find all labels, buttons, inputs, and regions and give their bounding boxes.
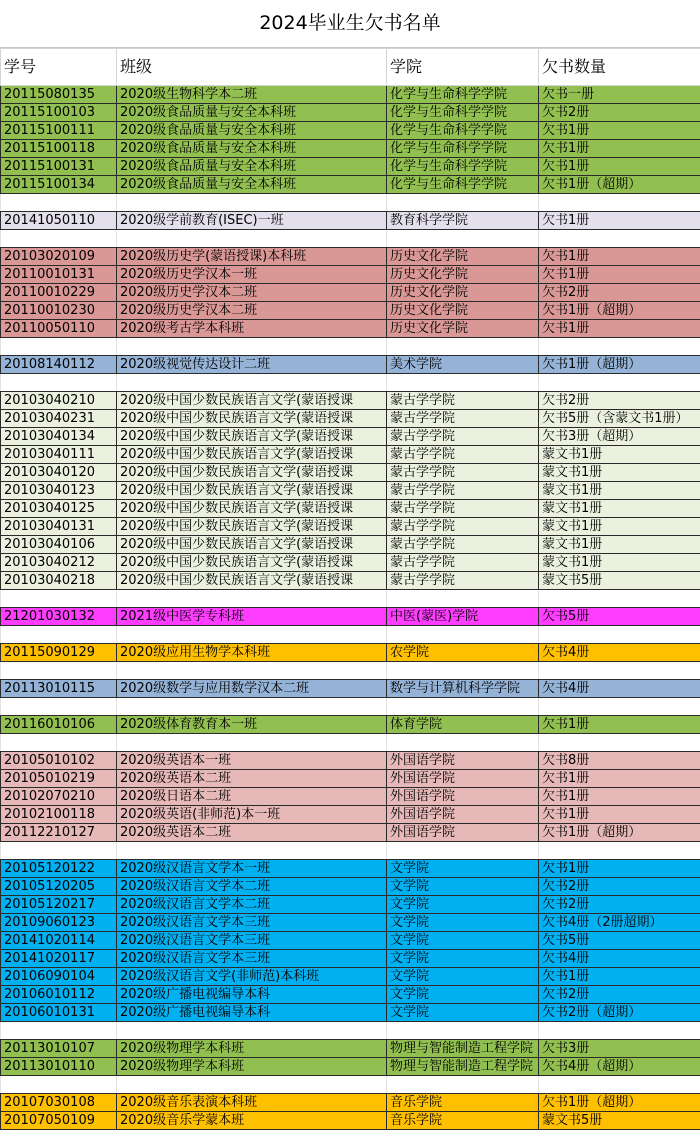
table-row [1,554,700,572]
cell-student-id[interactable]: 20103040111 [1,446,117,464]
group-separator-row [1,194,700,212]
cell-class[interactable]: 2020级中国少数民族语言文学(蒙语授课 [117,500,387,518]
cell-class[interactable]: 2020级体育教育本一班 [117,716,387,734]
cell-book-count[interactable]: 欠书1册（超期） [539,302,700,320]
table-row [1,932,700,950]
cell-book-count[interactable]: 欠书1册 [539,248,700,266]
cell-book-count[interactable]: 欠书2册 [539,104,700,122]
empty-cell[interactable] [1,230,117,248]
cell-class[interactable]: 2020级中国少数民族语言文学(蒙语授课 [117,554,387,572]
empty-cell[interactable] [539,626,700,644]
cell-book-count[interactable]: 欠书2册 [539,878,700,896]
cell-class[interactable]: 2020级食品质量与安全本科班 [117,140,387,158]
cell-student-id[interactable]: 20105120217 [1,896,117,914]
cell-college[interactable]: 美术学院 [387,356,539,374]
cell-student-id[interactable]: 20107050109 [1,1112,117,1130]
empty-cell[interactable] [1,1076,117,1094]
table-row [1,1040,700,1058]
cell-student-id[interactable]: 20113010110 [1,1058,117,1076]
cell-class[interactable]: 2020级考古学本科班 [117,320,387,338]
cell-book-count[interactable]: 欠书1册（超期） [539,1094,700,1112]
cell-college[interactable]: 化学与生命科学学院 [387,104,539,122]
cell-student-id[interactable]: 20141050110 [1,212,117,230]
cell-college[interactable]: 历史文化学院 [387,248,539,266]
table-row [1,356,700,374]
cell-college[interactable]: 历史文化学院 [387,284,539,302]
cell-book-count[interactable]: 欠书1册 [539,140,700,158]
cell-college[interactable]: 蒙古学学院 [387,518,539,536]
cell-college[interactable]: 蒙古学学院 [387,410,539,428]
cell-book-count[interactable]: 欠书1册 [539,770,700,788]
cell-class[interactable]: 2020级中国少数民族语言文学(蒙语授课 [117,518,387,536]
cell-class[interactable]: 2020级汉语言文学本二班 [117,878,387,896]
table-row [1,860,700,878]
cell-book-count[interactable]: 欠书4册 [539,644,700,662]
cell-student-id[interactable]: 20110010131 [1,266,117,284]
group-separator-row [1,590,700,608]
table-row [1,788,700,806]
table-row [1,680,700,698]
cell-class[interactable]: 2020级中国少数民族语言文学(蒙语授课 [117,482,387,500]
empty-cell[interactable] [117,734,387,752]
empty-cell[interactable] [539,590,700,608]
cell-student-id[interactable]: 20103040106 [1,536,117,554]
cell-class[interactable]: 2020级汉语言文学(非师范)本科班 [117,968,387,986]
cell-student-id[interactable]: 20115100111 [1,122,117,140]
header-class[interactable]: 班级 [117,49,387,86]
cell-student-id[interactable]: 20106010131 [1,1004,117,1022]
group-separator-row [1,338,700,356]
cell-book-count[interactable]: 蒙文书5册 [539,1112,700,1130]
empty-cell[interactable] [387,338,539,356]
empty-cell[interactable] [117,194,387,212]
cell-book-count[interactable]: 欠书2册（超期） [539,1004,700,1022]
cell-book-count[interactable]: 欠书4册 [539,950,700,968]
group-separator-row [1,230,700,248]
cell-college[interactable]: 外国语学院 [387,788,539,806]
cell-class[interactable]: 2020级日语本二班 [117,788,387,806]
cell-college[interactable]: 外国语学院 [387,752,539,770]
cell-class[interactable]: 2020级学前教育(ISEC)一班 [117,212,387,230]
cell-student-id[interactable]: 20105010219 [1,770,117,788]
empty-cell[interactable] [117,698,387,716]
cell-class[interactable]: 2020级历史学(蒙语授课)本科班 [117,248,387,266]
cell-student-id[interactable]: 20103040120 [1,464,117,482]
empty-cell[interactable] [539,662,700,680]
empty-cell[interactable] [1,662,117,680]
table-row [1,950,700,968]
cell-college[interactable]: 文学院 [387,932,539,950]
group-separator-row [1,1022,700,1040]
cell-college[interactable]: 蒙古学学院 [387,446,539,464]
cell-book-count[interactable]: 蒙文书1册 [539,464,700,482]
cell-class[interactable]: 2020级广播电视编导本科 [117,1004,387,1022]
cell-book-count[interactable]: 欠书1册 [539,968,700,986]
empty-cell[interactable] [117,1022,387,1040]
cell-class[interactable]: 2020级中国少数民族语言文学(蒙语授课 [117,536,387,554]
cell-book-count[interactable]: 欠书1册 [539,266,700,284]
cell-class[interactable]: 2020级音乐学蒙本班 [117,1112,387,1130]
empty-cell[interactable] [387,842,539,860]
table-row [1,968,700,986]
empty-cell[interactable] [117,338,387,356]
table-row [1,1094,700,1112]
table-row [1,248,700,266]
cell-college[interactable]: 历史文化学院 [387,266,539,284]
cell-book-count[interactable]: 欠书2册 [539,392,700,410]
cell-class[interactable]: 2020级物理学本科班 [117,1040,387,1058]
cell-class[interactable]: 2020级物理学本科班 [117,1058,387,1076]
cell-class[interactable]: 2020级食品质量与安全本科班 [117,176,387,194]
cell-book-count[interactable]: 蒙文书1册 [539,500,700,518]
cell-class[interactable]: 2020级食品质量与安全本科班 [117,104,387,122]
cell-student-id[interactable]: 20105010102 [1,752,117,770]
cell-student-id[interactable]: 20115100118 [1,140,117,158]
cell-book-count[interactable]: 蒙文书5册 [539,572,700,590]
empty-cell[interactable] [539,1022,700,1040]
cell-class[interactable]: 2020级汉语言文学本三班 [117,950,387,968]
cell-college[interactable]: 文学院 [387,1004,539,1022]
empty-cell[interactable] [1,338,117,356]
empty-cell[interactable] [1,734,117,752]
group-separator-row [1,698,700,716]
table-row [1,392,700,410]
cell-student-id[interactable]: 20103040210 [1,392,117,410]
cell-college[interactable]: 数学与计算机科学学院 [387,680,539,698]
cell-book-count[interactable]: 蒙文书1册 [539,518,700,536]
cell-student-id[interactable]: 20116010106 [1,716,117,734]
cell-student-id[interactable]: 20103040212 [1,554,117,572]
table-row [1,320,700,338]
table-row [1,1058,700,1076]
empty-cell[interactable] [117,842,387,860]
table-row [1,896,700,914]
cell-class[interactable]: 2020级汉语言文学本一班 [117,860,387,878]
cell-college[interactable]: 物理与智能制造工程学院 [387,1058,539,1076]
group-separator-row [1,734,700,752]
cell-book-count[interactable]: 欠书2册 [539,284,700,302]
cell-class[interactable]: 2020级中国少数民族语言文学(蒙语授课 [117,392,387,410]
cell-college[interactable]: 物理与智能制造工程学院 [387,1040,539,1058]
cell-college[interactable]: 蒙古学学院 [387,428,539,446]
table-row [1,644,700,662]
table-row [1,806,700,824]
cell-book-count[interactable]: 欠书1册（超期） [539,176,700,194]
empty-cell[interactable] [117,590,387,608]
cell-class[interactable]: 2020级汉语言文学本二班 [117,896,387,914]
cell-college[interactable]: 蒙古学学院 [387,554,539,572]
cell-class[interactable]: 2020级历史学汉本一班 [117,266,387,284]
cell-student-id[interactable]: 20105120122 [1,860,117,878]
table-row [1,536,700,554]
cell-class[interactable]: 2020级中国少数民族语言文学(蒙语授课 [117,464,387,482]
cell-student-id[interactable]: 20110050110 [1,320,117,338]
cell-student-id[interactable]: 20115080135 [1,86,117,104]
empty-cell[interactable] [539,374,700,392]
cell-class[interactable]: 2020级英语(非师范)本一班 [117,806,387,824]
cell-college[interactable]: 蒙古学学院 [387,464,539,482]
cell-college[interactable]: 蒙古学学院 [387,536,539,554]
table-row [1,302,700,320]
cell-college[interactable]: 化学与生命科学学院 [387,158,539,176]
table-row [1,518,700,536]
empty-cell[interactable] [117,1076,387,1094]
header-college[interactable]: 学院 [387,49,539,86]
table-row [1,824,700,842]
cell-book-count[interactable]: 欠书5册（含蒙文书1册） [539,410,700,428]
cell-book-count[interactable]: 欠书2册 [539,896,700,914]
empty-cell[interactable] [1,194,117,212]
cell-book-count[interactable]: 蒙文书1册 [539,536,700,554]
cell-college[interactable]: 外国语学院 [387,824,539,842]
table-row [1,752,700,770]
cell-book-count[interactable]: 欠书1册 [539,716,700,734]
empty-cell[interactable] [387,662,539,680]
table-row [1,572,700,590]
empty-cell[interactable] [1,842,117,860]
cell-book-count[interactable]: 欠书5册 [539,608,700,626]
debt-table [0,48,700,1130]
cell-student-id[interactable]: 20105120205 [1,878,117,896]
cell-student-id[interactable]: 20115100103 [1,104,117,122]
cell-class[interactable]: 2020级广播电视编导本科 [117,986,387,1004]
cell-class[interactable]: 2020级音乐表演本科班 [117,1094,387,1112]
table-row [1,770,700,788]
cell-student-id[interactable]: 20112210127 [1,824,117,842]
cell-college[interactable]: 文学院 [387,968,539,986]
cell-class[interactable]: 2020级生物科学本二班 [117,86,387,104]
cell-college[interactable]: 音乐学院 [387,1112,539,1130]
cell-class[interactable]: 2020级中国少数民族语言文学(蒙语授课 [117,446,387,464]
empty-cell[interactable] [539,194,700,212]
cell-college[interactable]: 中医(蒙医)学院 [387,608,539,626]
cell-class[interactable]: 2020级数学与应用数学汉本二班 [117,680,387,698]
group-separator-row [1,1076,700,1094]
cell-class[interactable]: 2020级食品质量与安全本科班 [117,158,387,176]
cell-student-id[interactable]: 20113010107 [1,1040,117,1058]
cell-student-id[interactable]: 20108140112 [1,356,117,374]
table-row [1,212,700,230]
cell-college[interactable]: 文学院 [387,896,539,914]
cell-student-id[interactable]: 20103040123 [1,482,117,500]
empty-cell[interactable] [387,1022,539,1040]
cell-book-count[interactable]: 蒙文书1册 [539,554,700,572]
cell-student-id[interactable]: 20103040131 [1,518,117,536]
cell-book-count[interactable]: 蒙文书1册 [539,446,700,464]
cell-class[interactable]: 2020级应用生物学本科班 [117,644,387,662]
cell-college[interactable]: 蒙古学学院 [387,500,539,518]
cell-class[interactable]: 2020级食品质量与安全本科班 [117,122,387,140]
cell-student-id[interactable]: 20106010112 [1,986,117,1004]
group-separator-row [1,662,700,680]
cell-student-id[interactable]: 20103040231 [1,410,117,428]
cell-class[interactable]: 2020级英语本一班 [117,752,387,770]
table-row [1,122,700,140]
cell-college[interactable]: 外国语学院 [387,806,539,824]
cell-book-count[interactable]: 欠书1册 [539,860,700,878]
table-row [1,878,700,896]
cell-book-count[interactable]: 欠书3册 [539,1040,700,1058]
sheet-title: 2024毕业生欠书名单 [0,0,700,48]
cell-college[interactable]: 文学院 [387,878,539,896]
cell-college[interactable]: 文学院 [387,986,539,1004]
cell-class[interactable]: 2021级中医学专科班 [117,608,387,626]
cell-college[interactable]: 农学院 [387,644,539,662]
cell-student-id[interactable]: 20141020117 [1,950,117,968]
empty-cell[interactable] [387,374,539,392]
empty-cell[interactable] [387,194,539,212]
cell-student-id[interactable]: 20141020114 [1,932,117,950]
empty-cell[interactable] [1,1022,117,1040]
cell-college[interactable]: 历史文化学院 [387,320,539,338]
table-row [1,500,700,518]
cell-college[interactable]: 化学与生命科学学院 [387,140,539,158]
cell-book-count[interactable]: 欠书1册（超期） [539,356,700,374]
cell-student-id[interactable]: 20103040218 [1,572,117,590]
cell-student-id[interactable]: 20103020109 [1,248,117,266]
cell-class[interactable]: 2020级汉语言文学本三班 [117,932,387,950]
empty-cell[interactable] [1,590,117,608]
table-row [1,716,700,734]
cell-student-id[interactable]: 20103040125 [1,500,117,518]
cell-college[interactable]: 蒙古学学院 [387,572,539,590]
table-row [1,410,700,428]
cell-book-count[interactable]: 欠书4册 [539,680,700,698]
cell-class[interactable]: 2020级历史学汉本二班 [117,302,387,320]
cell-student-id[interactable]: 21201030132 [1,608,117,626]
empty-cell[interactable] [387,734,539,752]
table-row [1,1004,700,1022]
table-row [1,446,700,464]
cell-class[interactable]: 2020级汉语言文学本三班 [117,914,387,932]
cell-student-id[interactable]: 20102070210 [1,788,117,806]
cell-book-count[interactable]: 欠书2册 [539,986,700,1004]
empty-cell[interactable] [387,698,539,716]
cell-class[interactable]: 2020级视觉传达设计二班 [117,356,387,374]
cell-college[interactable]: 历史文化学院 [387,302,539,320]
cell-student-id[interactable]: 20113010115 [1,680,117,698]
empty-cell[interactable] [539,338,700,356]
empty-cell[interactable] [1,698,117,716]
cell-book-count[interactable]: 欠书8册 [539,752,700,770]
cell-college[interactable]: 文学院 [387,860,539,878]
cell-student-id[interactable]: 20107030108 [1,1094,117,1112]
empty-cell[interactable] [387,1076,539,1094]
cell-student-id[interactable]: 20110010229 [1,284,117,302]
cell-student-id[interactable]: 20109060123 [1,914,117,932]
group-separator-row [1,626,700,644]
table-row [1,158,700,176]
cell-student-id[interactable]: 20115100134 [1,176,117,194]
empty-cell[interactable] [1,626,117,644]
empty-cell[interactable] [117,662,387,680]
group-separator-row [1,374,700,392]
cell-class[interactable]: 2020级英语本二班 [117,824,387,842]
cell-book-count[interactable]: 欠书1册 [539,212,700,230]
empty-cell[interactable] [539,698,700,716]
cell-class[interactable]: 2020级中国少数民族语言文学(蒙语授课 [117,572,387,590]
cell-student-id[interactable]: 20115090129 [1,644,117,662]
cell-book-count[interactable]: 欠书1册（超期） [539,824,700,842]
cell-class[interactable]: 2020级英语本二班 [117,770,387,788]
cell-college[interactable]: 蒙古学学院 [387,392,539,410]
table-row [1,140,700,158]
header-book-count[interactable]: 欠书数量 [539,49,700,86]
table-row [1,86,700,104]
empty-cell[interactable] [117,626,387,644]
header-row [1,49,700,86]
cell-student-id[interactable]: 20106090104 [1,968,117,986]
cell-college[interactable]: 教育科学学院 [387,212,539,230]
cell-book-count[interactable]: 欠书4册（超期） [539,1058,700,1076]
cell-student-id[interactable]: 20110010230 [1,302,117,320]
cell-class[interactable]: 2020级中国少数民族语言文学(蒙语授课 [117,410,387,428]
cell-book-count[interactable]: 欠书1册 [539,122,700,140]
cell-college[interactable]: 蒙古学学院 [387,482,539,500]
empty-cell[interactable] [387,626,539,644]
table-row [1,482,700,500]
cell-college[interactable]: 化学与生命科学学院 [387,176,539,194]
table-row [1,914,700,932]
table-body [1,49,700,1130]
cell-book-count[interactable]: 欠书1册 [539,806,700,824]
table-row [1,986,700,1004]
empty-cell[interactable] [387,590,539,608]
empty-cell[interactable] [539,734,700,752]
cell-student-id[interactable]: 20115100131 [1,158,117,176]
cell-book-count[interactable]: 欠书1册 [539,320,700,338]
cell-college[interactable]: 化学与生命科学学院 [387,86,539,104]
empty-cell[interactable] [539,842,700,860]
header-student-id[interactable]: 学号 [1,49,117,86]
cell-book-count[interactable]: 蒙文书1册 [539,482,700,500]
cell-book-count[interactable]: 欠书1册 [539,788,700,806]
table-row [1,104,700,122]
table-row [1,284,700,302]
cell-student-id[interactable]: 20102100118 [1,806,117,824]
cell-student-id[interactable]: 20103040134 [1,428,117,446]
cell-book-count[interactable]: 欠书一册 [539,86,700,104]
table-row [1,464,700,482]
table-row [1,176,700,194]
empty-cell[interactable] [539,230,700,248]
cell-book-count[interactable]: 欠书5册 [539,932,700,950]
table-row [1,428,700,446]
group-separator-row [1,842,700,860]
empty-cell[interactable] [117,374,387,392]
empty-cell[interactable] [117,230,387,248]
cell-book-count[interactable]: 欠书4册（2册超期） [539,914,700,932]
cell-college[interactable]: 文学院 [387,950,539,968]
cell-college[interactable]: 外国语学院 [387,770,539,788]
cell-book-count[interactable]: 欠书3册（超期） [539,428,700,446]
cell-college[interactable]: 音乐学院 [387,1094,539,1112]
cell-class[interactable]: 2020级历史学汉本二班 [117,284,387,302]
empty-cell[interactable] [539,1076,700,1094]
empty-cell[interactable] [1,374,117,392]
cell-class[interactable]: 2020级中国少数民族语言文学(蒙语授课 [117,428,387,446]
table-row [1,608,700,626]
cell-book-count[interactable]: 欠书1册 [539,158,700,176]
cell-college[interactable]: 文学院 [387,914,539,932]
table-row [1,266,700,284]
empty-cell[interactable] [387,230,539,248]
cell-college[interactable]: 体育学院 [387,716,539,734]
cell-college[interactable]: 化学与生命科学学院 [387,122,539,140]
